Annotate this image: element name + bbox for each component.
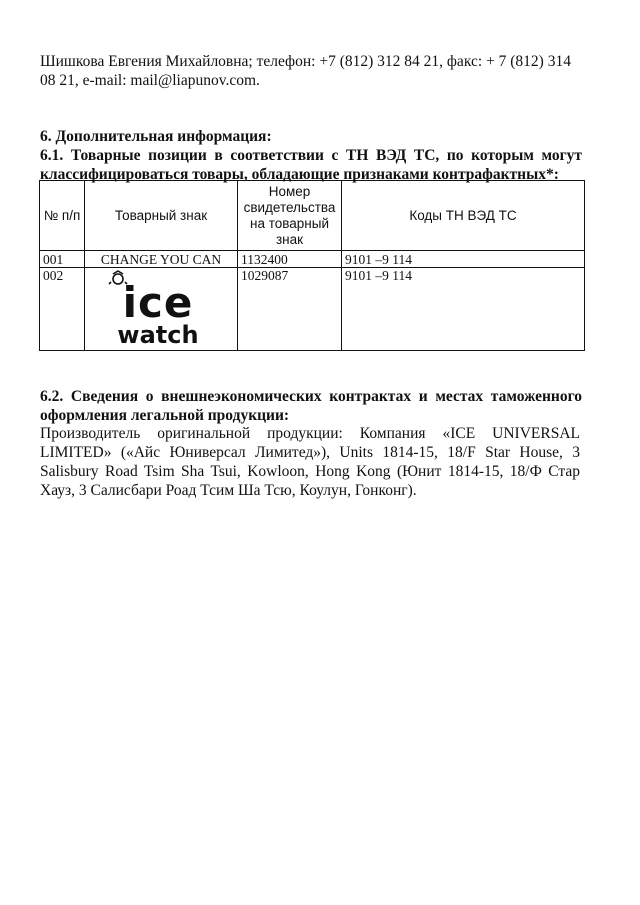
table-header-row — [40, 181, 585, 251]
table-row — [40, 268, 585, 351]
cell-cert: 1132400 — [238, 251, 342, 268]
ice-watch-logo — [105, 270, 211, 348]
trademark-table — [39, 180, 585, 351]
logo-text-ice: ice — [122, 278, 194, 327]
section-6-2-body: Производитель оригинальной продукции: Компания «ICE UNIVERSAL LIMITED» («Айс Юниверсал Лимитед»), Units 1814-15, 18/F Star House, 3 Salisbury Road Tsim Sha Tsui, Kowloon, Hong Kong (Юнит 1814-15, 18/Ф Стар Хауз, 3 Салисбари Роад Тсим Ша Тсю, Коулун, Гонконг). — [40, 425, 580, 499]
header-codes: Коды ТН ВЭД ТС — [342, 181, 585, 251]
logo-text-watch: watch — [117, 321, 199, 348]
table-row — [40, 251, 585, 268]
cell-trademark: CHANGE YOU CAN — [85, 251, 238, 268]
cell-num: 002 — [40, 268, 85, 351]
section-6-2-title: 6.2. Сведения о внешнеэкономических контрактах и местах таможенного оформления легальной продукции: — [40, 388, 582, 424]
header-num: № п/п — [40, 181, 85, 251]
cell-codes: 9101 –9 114 — [342, 268, 585, 351]
cell-num: 001 — [40, 251, 85, 268]
contact-line-1: Шишкова Евгения Михайловна; телефон: +7 (812) 312 84 21, факс: + 7 (812) 314 — [40, 53, 571, 70]
cell-cert: 1029087 — [238, 268, 342, 351]
cell-codes: 9101 –9 114 — [342, 251, 585, 268]
header-cert: Номер свидетельства на товарный знак — [238, 181, 342, 251]
cell-trademark-logo — [85, 268, 238, 351]
header-trademark: Товарный знак — [85, 181, 238, 251]
contact-line-2: 08 21, e-mail: mail@liapunov.com. — [40, 72, 260, 89]
section-6-title: 6. Дополнительная информация: — [40, 128, 272, 145]
contact-info — [40, 52, 585, 90]
section-6-1-title: 6.1. Товарные позиции в соответствии с ТН ВЭД ТС, по которым могут классифицироваться товары, обладающие признаками контрафактных*: — [40, 147, 582, 183]
